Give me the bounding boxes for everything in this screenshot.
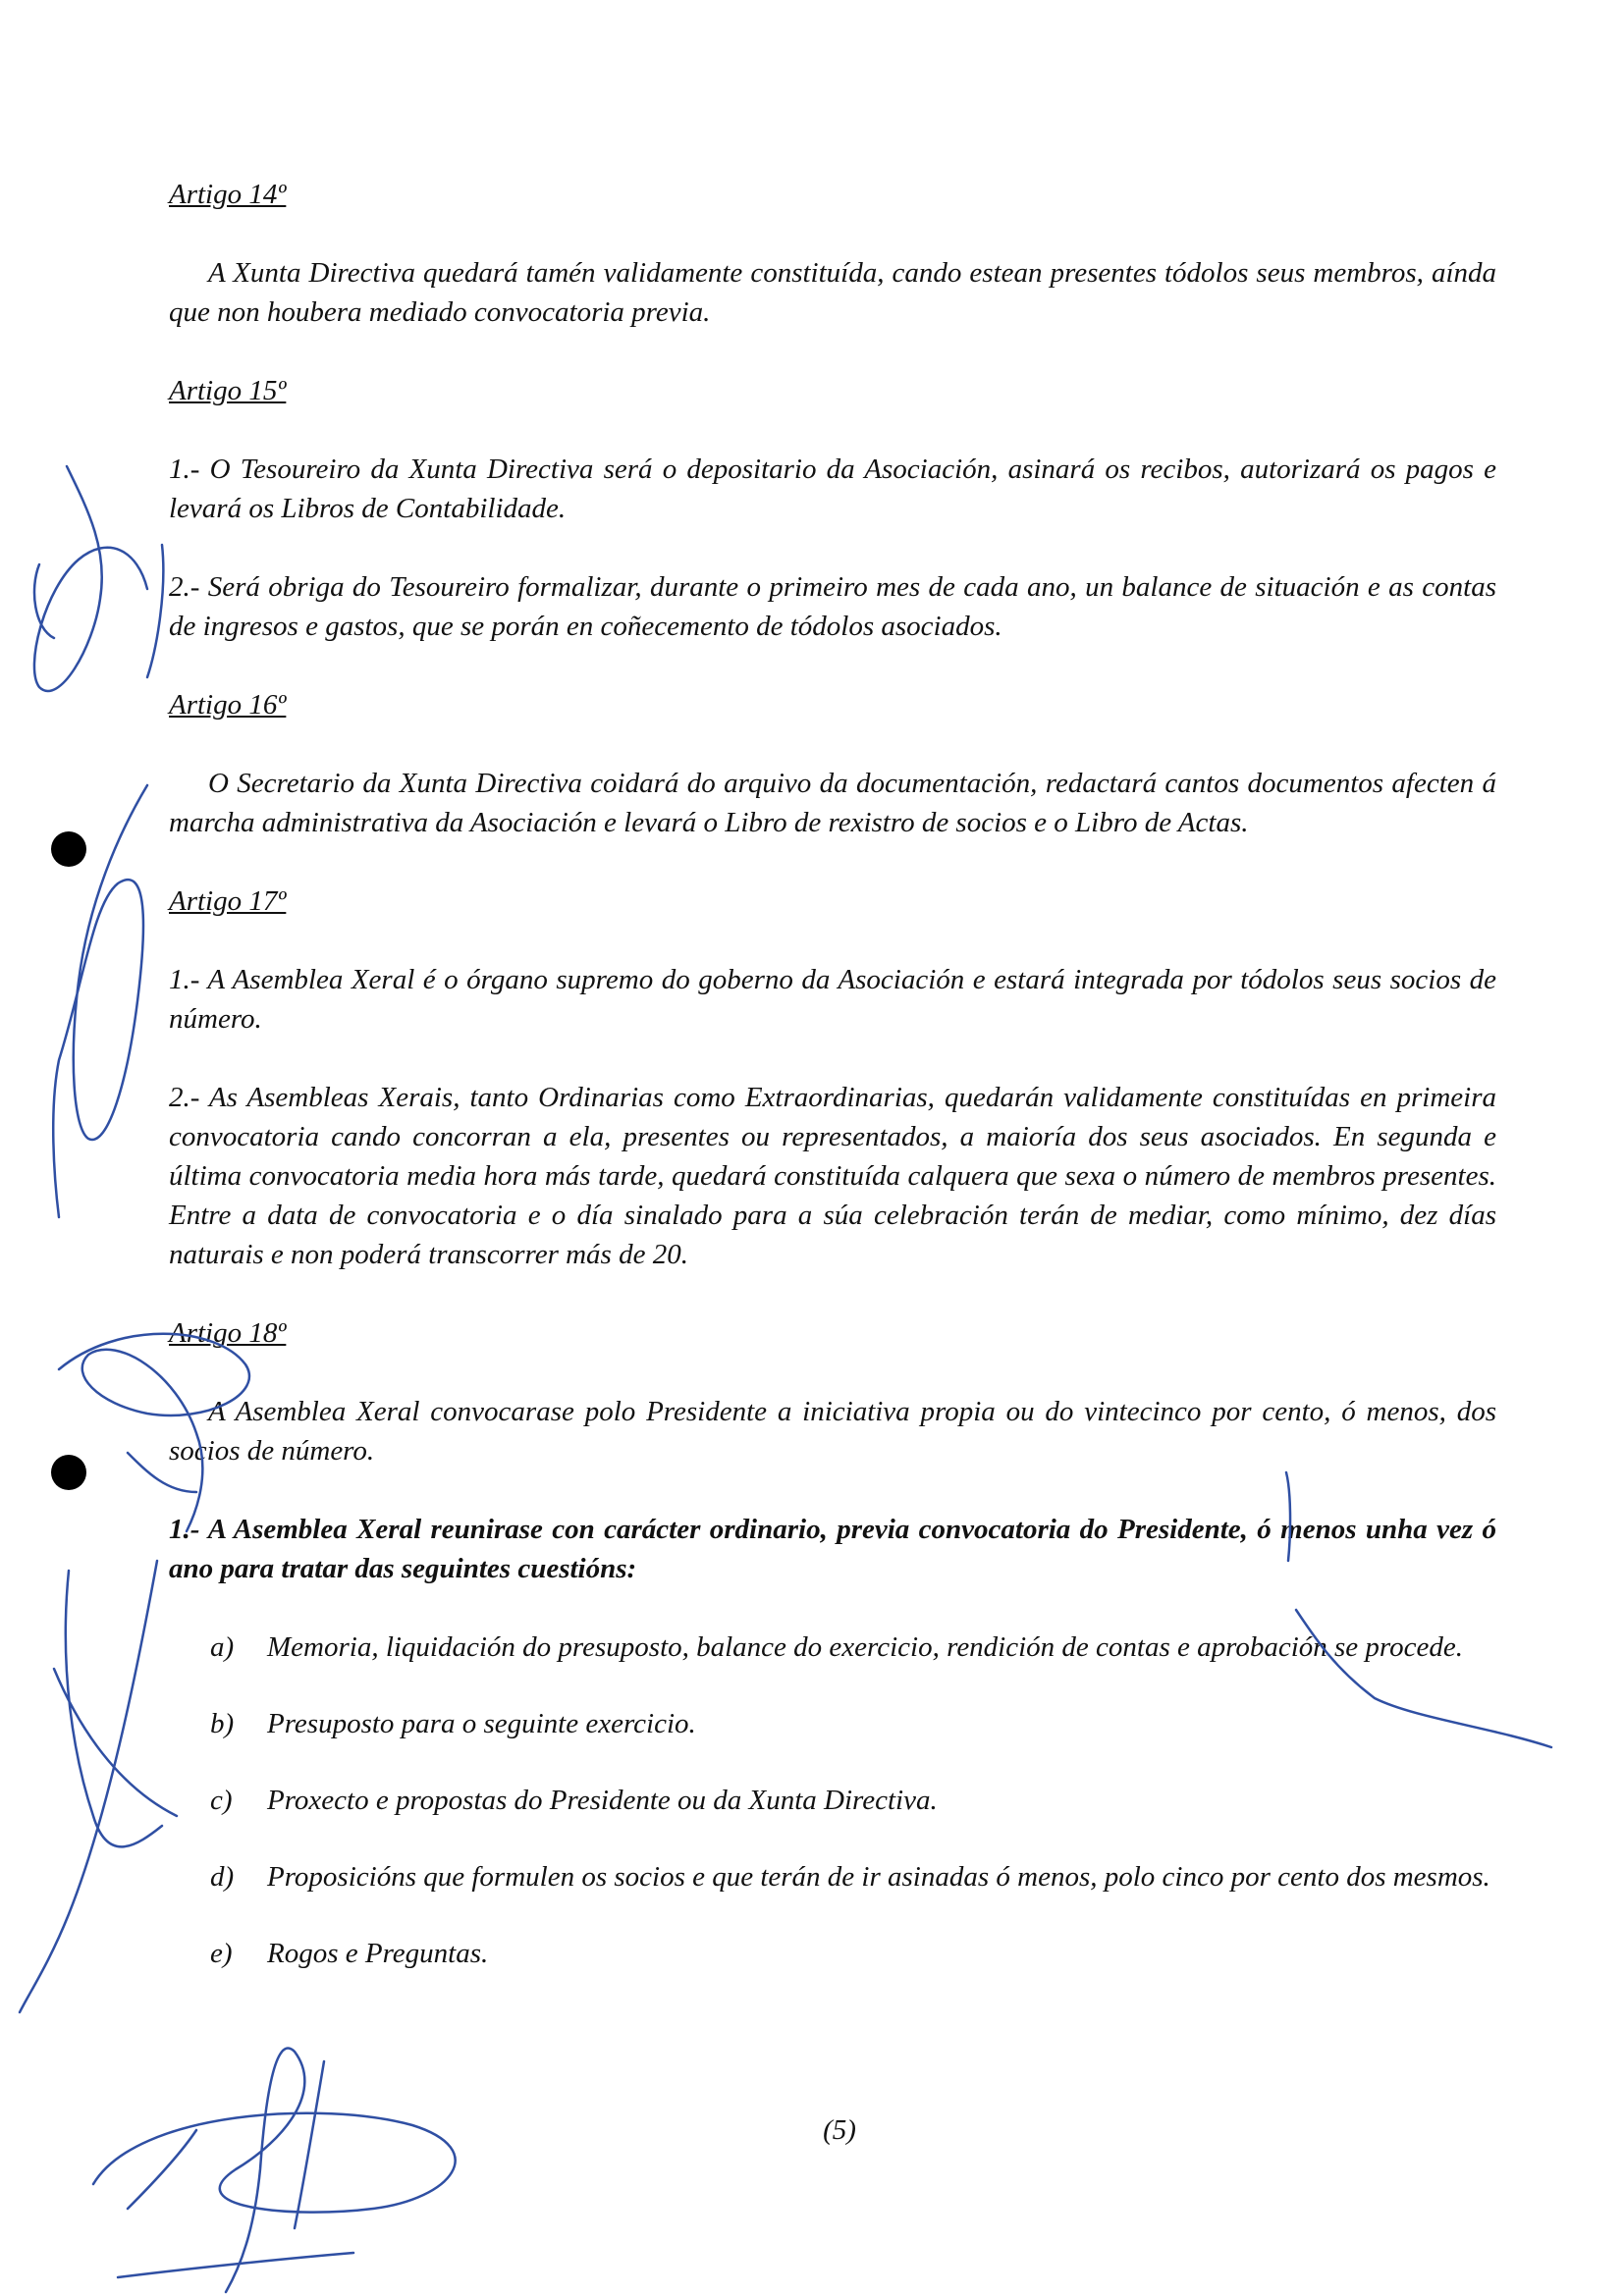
list-item xyxy=(169,1704,1496,1743)
article-14 xyxy=(169,175,1496,332)
article-paragraph: 1.- A Asemblea Xeral é o órgano supremo do goberno da Asociación e estará integrada por tódolos seus socios de número. xyxy=(169,964,1496,1035)
list-item xyxy=(169,1781,1496,1820)
article-heading: Artigo 16º xyxy=(169,689,287,721)
list-marker: b) xyxy=(210,1708,235,1739)
signature-stroke-bottom xyxy=(93,2049,456,2292)
article-heading: Artigo 18º xyxy=(169,1317,287,1349)
signature-stroke-top xyxy=(34,466,163,691)
list-item-text: Proxecto e propostas do Presidente ou da Xunta Directiva. xyxy=(267,1785,938,1816)
signature-stroke-middle xyxy=(53,785,147,1217)
list-marker: d) xyxy=(210,1861,235,1893)
list-item xyxy=(169,1934,1496,1973)
article-paragraph: A Asemblea Xeral convocarase polo Presidente a iniciativa propia ou do vintecinco por cento, ó menos, dos socios de número. xyxy=(169,1396,1496,1467)
article-paragraph: A Xunta Directiva quedará tamén validamente constituída, cando estean presentes tódolos seus membros, aínda que non houbera mediado convocatoria previa. xyxy=(169,257,1496,328)
article-paragraph: O Secretario da Xunta Directiva coidará do arquivo da documentación, redactará cantos documentos afecten á marcha administrativa da Asociación e levará o Libro de rexistro de socios e o Libro de Actas. xyxy=(169,768,1496,838)
list-item-text: Memoria, liquidación do presuposto, balance do exercicio, rendición de contas e aprobación se procede. xyxy=(267,1631,1463,1663)
list-item xyxy=(169,1857,1496,1896)
article-paragraph: 1.- A Asemblea Xeral reunirase con carácter ordinario, previa convocatoria do Presidente, ó menos unha vez ó ano para tratar das seguintes cuestións: xyxy=(169,1514,1496,1584)
list-item-text: Rogos e Preguntas. xyxy=(267,1938,489,1969)
list-marker: e) xyxy=(210,1938,233,1969)
list-item xyxy=(169,1628,1496,1667)
article-15 xyxy=(169,371,1496,646)
article-paragraph: 1.- O Tesoureiro da Xunta Directiva será o depositario da Asociación, asinará os recibos, autorizará os pagos e levará os Libros de Contabilidade. xyxy=(169,454,1496,524)
punch-hole-top xyxy=(51,831,86,867)
article-18 xyxy=(169,1313,1496,1973)
article-16 xyxy=(169,685,1496,842)
document-body xyxy=(169,175,1496,2010)
agenda-list xyxy=(169,1628,1496,1973)
page-number: (5) xyxy=(823,2114,856,2146)
article-heading: Artigo 15º xyxy=(169,375,287,406)
list-marker: a) xyxy=(210,1631,235,1663)
article-paragraph: 2.- Será obriga do Tesoureiro formalizar, durante o primeiro mes de cada ano, un balance de situación e as contas de ingresos e gastos, que se porán en coñecemento de tódolos asociados. xyxy=(169,571,1496,642)
list-item-text: Presuposto para o seguinte exercicio. xyxy=(267,1708,696,1739)
article-heading: Artigo 17º xyxy=(169,885,287,917)
list-item-text: Proposicións que formulen os socios e que terán de ir asinadas ó menos, polo cinco por cento dos mesmos. xyxy=(267,1861,1490,1893)
signature-stroke-lower xyxy=(20,1561,177,2012)
article-heading: Artigo 14º xyxy=(169,179,287,210)
article-paragraph: 2.- As Asembleas Xerais, tanto Ordinarias como Extraordinarias, quedarán validamente constituídas en primeira convocatoria cando concorran a ela, presentes ou representados, a maioría dos seus asociados. En segunda e última convocatoria media hora más tarde, quedará constituída calquera que sexa o número de membros presentes. Entre a data de convocatoria e o día sinalado para a súa celebración terán de mediar, como mínimo, dez días naturais e non poderá transcorrer más de 20. xyxy=(169,1082,1496,1270)
punch-hole-bottom xyxy=(51,1455,86,1490)
list-marker: c) xyxy=(210,1785,233,1816)
article-17 xyxy=(169,881,1496,1274)
